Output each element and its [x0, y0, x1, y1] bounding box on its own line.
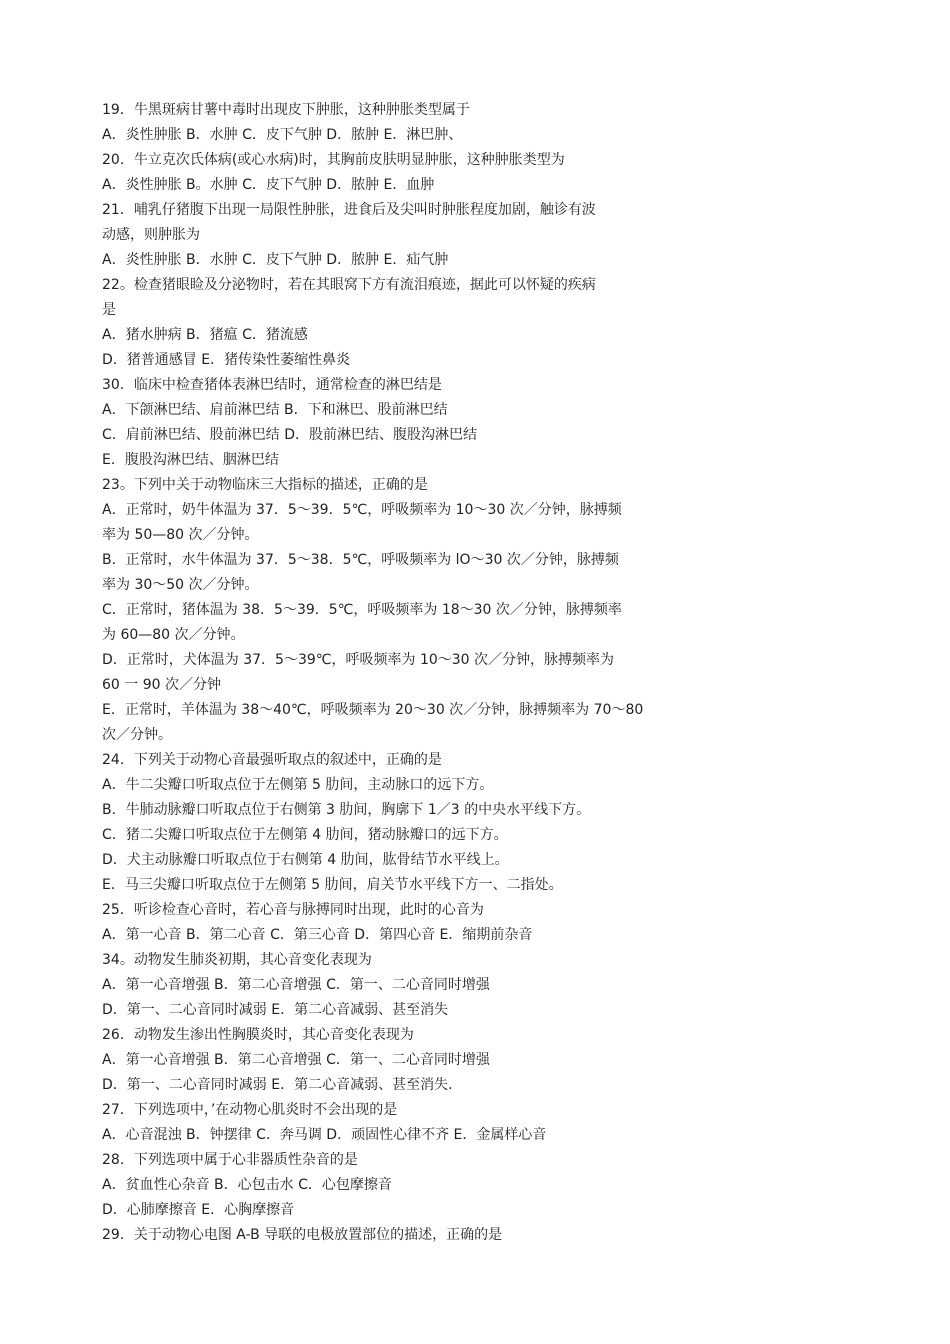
- text-line: D．第一、二心音同时减弱 E．第二心音减弱、甚至消失: [102, 1002, 449, 1018]
- text-line: D．猪普通感冒 E．猪传染性萎缩性鼻炎: [102, 352, 351, 368]
- text-line: 为 60—80 次／分钟。: [102, 627, 245, 643]
- text-line: D．犬主动脉瓣口听取点位于右侧第 4 肋间，肱骨结节水平线上。: [102, 852, 509, 868]
- text-line: 60 一 90 次／分钟: [102, 677, 221, 693]
- text-line: A．猪水肿病 B．猪瘟 C．猪流感: [102, 327, 308, 343]
- text-line: A．第一心音增强 B．第二心音增强 C．第一、二心音同时增强: [102, 977, 490, 993]
- text-line: 是: [102, 302, 116, 318]
- text-line: D．正常时，犬体温为 37．5～39℃，呼吸频率为 10～30 次／分钟，脉搏频率为: [102, 652, 615, 668]
- text-line: B．正常时，水牛体温为 37．5～38．5℃，呼吸频率为 lO～30 次／分钟，脉搏频: [102, 552, 619, 568]
- text-line: C．肩前淋巴结、股前淋巴结 D．股前淋巴结、腹股沟淋巴结: [102, 427, 478, 443]
- text-line: A．炎性肿胀 B．水肿 C．皮下气肿 D．脓肿 E．淋巴肿、: [102, 127, 463, 143]
- text-line: 26．动物发生渗出性胸膜炎时，其心音变化表现为: [102, 1027, 414, 1043]
- text-line: A．正常时，奶牛体温为 37．5～39．5℃，呼吸频率为 10～30 次／分钟，脉搏频: [102, 502, 622, 518]
- text-line: E．腹股沟淋巴结、胭淋巴结: [102, 452, 279, 468]
- text-line: A．心音混浊 B．钟摆律 C．奔马调 D．顽固性心律不齐 E．金属样心音: [102, 1127, 547, 1143]
- text-line: A．第一心音 B．第二心音 C．第三心音 D．第四心音 E．缩期前杂音: [102, 927, 533, 943]
- text-line: A．牛二尖瓣口听取点位于左侧第 5 肋间，主动脉口的远下方。: [102, 777, 494, 793]
- text-line: A．第一心音增强 B．第二心音增强 C．第一、二心音同时增强: [102, 1052, 490, 1068]
- text-line: 21．哺乳仔猪腹下出现一局限性肿胀，进食后及尖叫时肿胀程度加剧，触诊有波: [102, 202, 596, 218]
- text-line: E．马三尖瓣口听取点位于左侧第 5 肋间，肩关节水平线下方一、二指处。: [102, 877, 563, 893]
- text-line: B．牛肺动脉瓣口听取点位于右侧第 3 肋间，胸廓下 1／3 的中央水平线下方。: [102, 802, 591, 818]
- text-line: 20．牛立克次氏体病(或心水病)时，其胸前皮肤明显肿胀，这种肿胀类型为: [102, 152, 565, 168]
- text-line: C．正常时，猪体温为 38．5～39．5℃，呼吸频率为 18～30 次／分钟，脉搏频率: [102, 602, 622, 618]
- text-line: 率为 30～50 次／分钟。: [102, 577, 259, 593]
- text-line: C．猪二尖瓣口听取点位于左侧第 4 肋间，猪动脉瓣口的远下方。: [102, 827, 508, 843]
- text-line: A．贫血性心杂音 B．心包击水 C．心包摩擦音: [102, 1177, 392, 1193]
- text-line: 19．牛黑斑病甘薯中毒时出现皮下肿胀，这种肿胀类型属于: [102, 102, 470, 118]
- text-line: D．心肺摩擦音 E．心胸摩擦音: [102, 1202, 295, 1218]
- text-line: 次／分钟。: [102, 727, 172, 743]
- text-line: A．炎性肿胀 B．水肿 C．皮下气肿 D．脓肿 E．疝气肿: [102, 252, 449, 268]
- text-line: 23。下列中关于动物临床三大指标的描述，正确的是: [102, 477, 428, 493]
- text-line: 27．下列选项中，’在动物心肌炎时不会出现的是: [102, 1102, 398, 1118]
- text-line: A．炎性肿胀 B。水肿 C．皮下气肿 D．脓肿 E．血肿: [102, 177, 435, 193]
- document-page: [102, 98, 742, 1248]
- text-line: 24．下列关于动物心音最强听取点的叙述中，正确的是: [102, 752, 442, 768]
- text-line: 22。检查猪眼睑及分泌物时，若在其眼窝下方有流泪痕迹，据此可以怀疑的疾病: [102, 277, 596, 293]
- text-line: A．下颌淋巴结、肩前淋巴结 B．下和淋巴、股前淋巴结: [102, 402, 448, 418]
- text-line: D．第一、二心音同时减弱 E．第二心音减弱、甚至消失.: [102, 1077, 453, 1093]
- text-line: 动感，则肿胀为: [102, 227, 200, 243]
- text-line: 28．下列选项中属于心非器质性杂音的是: [102, 1152, 358, 1168]
- text-line: 34。动物发生肺炎初期，其心音变化表现为: [102, 952, 372, 968]
- text-line: 25．听诊检查心音时，若心音与脉搏同时出现，此时的心音为: [102, 902, 484, 918]
- text-line: 率为 50—80 次／分钟。: [102, 527, 259, 543]
- text-line: 29．关于动物心电图 A-B 导联的电极放置部位的描述，正确的是: [102, 1227, 503, 1243]
- text-line: 30．临床中检查猪体表淋巴结时，通常检查的淋巴结是: [102, 377, 442, 393]
- text-line: E．正常时，羊体温为 38～40℃，呼吸频率为 20～30 次／分钟，脉搏频率为 70～80: [102, 702, 644, 718]
